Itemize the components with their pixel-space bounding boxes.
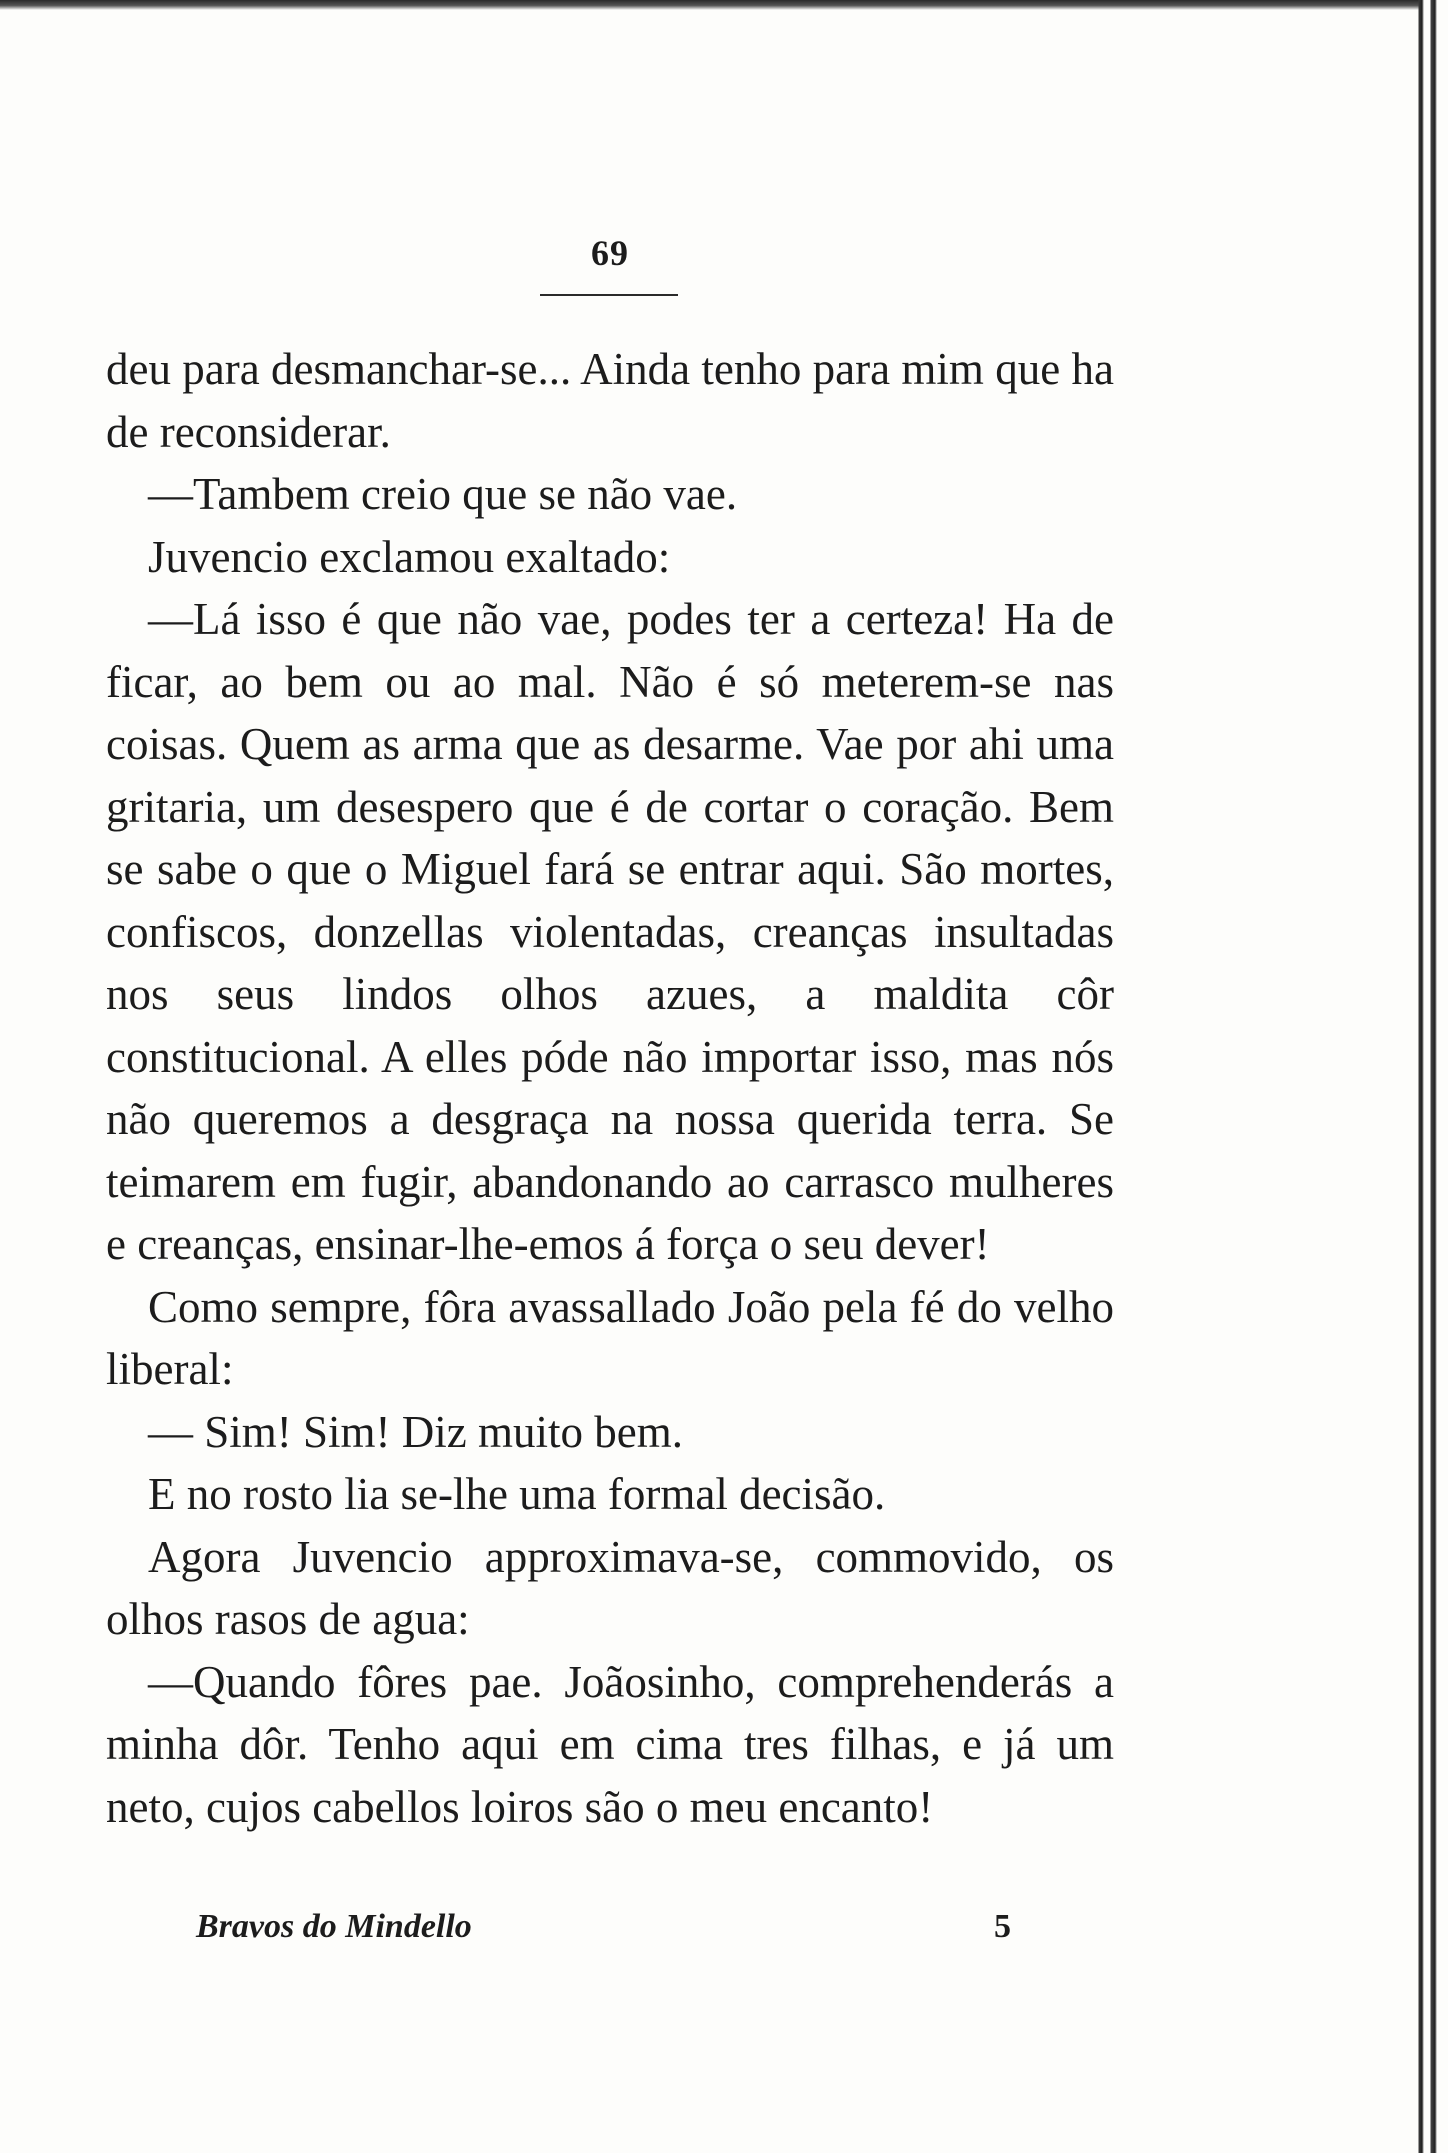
- paragraph-dialogue: — Sim! Sim! Diz muito bem.: [148, 1406, 683, 1457]
- footer-book-title: Bravos do Mindello: [196, 1908, 472, 1945]
- paragraph-narration: E no rosto lia se-lhe uma formal decisão.: [148, 1469, 886, 1519]
- paragraph-narration: Como sempre, fôra avassallado João pela fé do velho liberal:: [106, 1281, 1114, 1394]
- paragraph-narration: Juvencio exclamou exaltado:: [148, 531, 671, 582]
- page-number-rule: [540, 294, 678, 296]
- scan-binding-edge: [1408, 0, 1448, 2153]
- paragraph-dialogue: —Tambem creio que se não vae.: [148, 469, 738, 519]
- scan-top-edge: [0, 0, 1448, 10]
- page-footer: [106, 1908, 1114, 1958]
- paragraph-dialogue: —Lá isso é que não vae, podes ter a certeza! Ha de ficar, ao bem ou ao mal. Não é só meterem-se nas coisas. Quem as arma que as desarme. Vae por ahi uma gritaria, um desespero que é de cortar o coração. Bem se sabe o que o Miguel fará se entrar aqui. São mortes, confiscos, donzellas violentadas, creanças insultadas nos seus lindos olhos azues, a maldita côr constitucional. A elles póde não importar isso, mas nós não queremos a desgraça na nossa querida terra. Se teimarem em fugir, abandonando ao carrasco mulheres e creanças, ensinar-lhe-emos á força o seu dever!: [106, 594, 1114, 1269]
- body-text: [106, 338, 1114, 1838]
- paragraph-narration: Agora Juvencio approximava-se, commovido, os olhos rasos de agua:: [106, 1531, 1114, 1644]
- paragraph-dialogue: —Quando fôres pae. Joãosinho, comprehenderás a minha dôr. Tenho aqui em cima tres filhas, e já um neto, cujos cabellos loiros são o meu encanto!: [106, 1656, 1114, 1832]
- footer-signature-mark: 5: [994, 1908, 1011, 1945]
- page-number: 69: [591, 233, 629, 273]
- paragraph-continuation: deu para desmanchar-se... Ainda tenho para mim que ha de reconsiderar.: [106, 344, 1114, 457]
